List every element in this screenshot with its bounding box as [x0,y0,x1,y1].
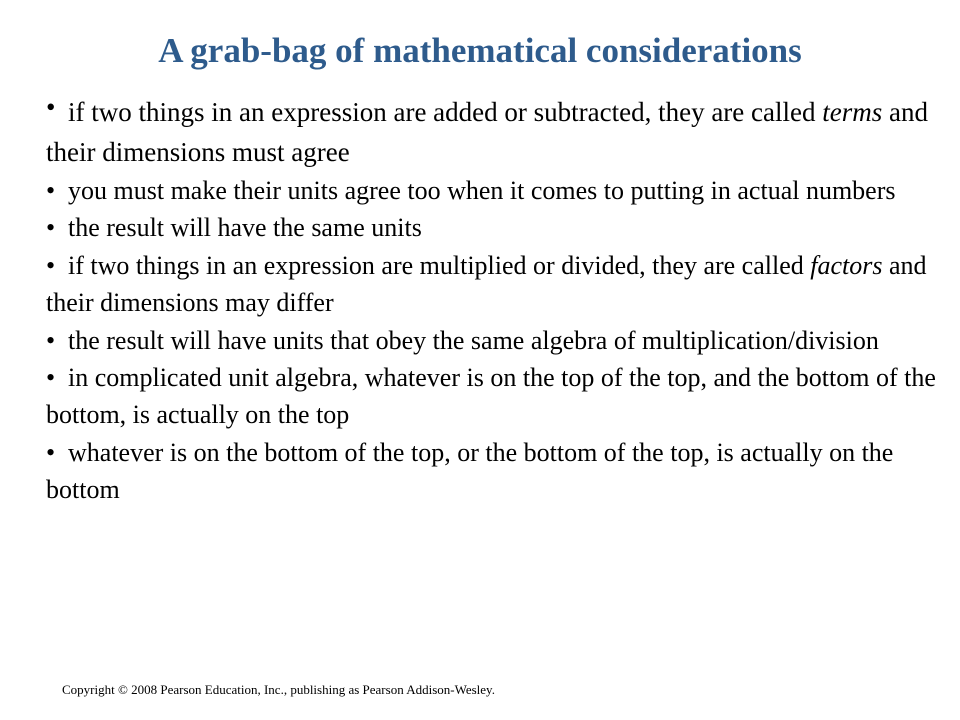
bullet-text: in complicated unit algebra, whatever is on the top of the top, and the bottom of the bottom, is actually on the top [46,363,936,430]
bullet-text: whatever is on the bottom of the top, or the bottom of the top, is actually on the bottom [46,437,894,505]
bullet-item [46,247,936,322]
bullet-text: if two things in an expression are multiplied or divided, they are called [68,250,811,280]
bullet-marker: • [46,363,56,393]
bullet-text: the result will have the same units [68,213,422,243]
bullet-item [46,209,936,246]
bullet-list [46,92,936,509]
bullet-item [46,434,936,509]
bullet-marker: • [46,250,56,280]
bullet-text: you must make their units agree too when it comes to putting in actual numbers [68,176,896,205]
bullet-item [46,92,936,172]
bullet-emphasis: factors [810,250,883,280]
bullet-marker: • [46,325,56,355]
bullet-item [46,322,936,359]
bullet-marker: • [46,437,56,467]
bullet-marker: • [46,92,56,122]
bullet-text-tail: and their dimensions must agree [46,97,928,167]
bullet-item [46,359,936,434]
bullet-text: if two things in an expression are added or subtracted, they are called [68,97,823,127]
bullet-text-tail: and their dimensions may differ [46,250,927,318]
bullet-marker: • [46,213,56,243]
slide-title: A grab-bag of mathematical considerations [158,31,802,70]
bullet-emphasis: terms [822,97,883,127]
bullet-marker: • [46,176,56,205]
bullet-item [46,172,936,209]
bullet-text: the result will have units that obey the same algebra of multiplication/division [68,325,879,355]
copyright-footer: Copyright © 2008 Pearson Education, Inc., publishing as Pearson Addison-Wesley. [62,682,495,697]
